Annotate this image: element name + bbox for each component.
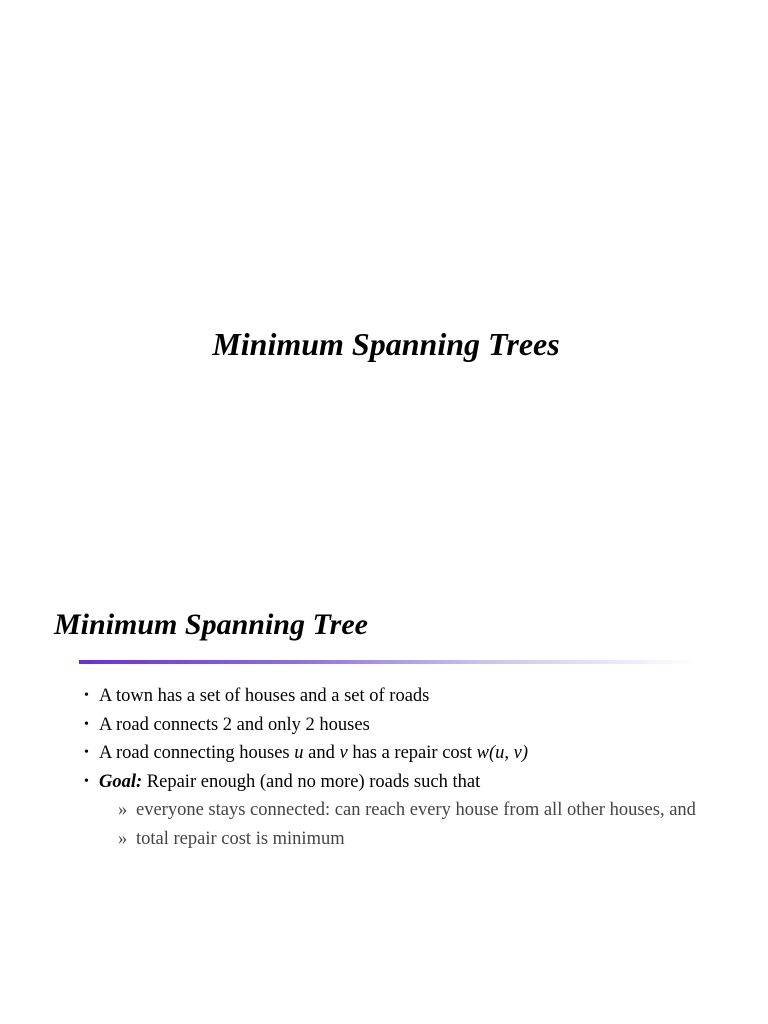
bullet-text: A town has a set of houses and a set of roads [99,686,430,706]
slide-title-minimum-spanning-tree: Minimum Spanning Tree [54,608,368,641]
bullet-item [84,768,764,797]
bullet-item [84,739,764,768]
sub-bullet-icon: » [118,828,128,849]
bullet-text: A road connects 2 and only 2 houses [99,714,370,735]
bullet-list [84,682,764,854]
bullet-text-goal [99,768,480,797]
bullet-icon: • [84,716,89,732]
bullet-item [84,711,764,740]
bullet-icon: • [84,745,89,761]
variable-u: u [294,743,304,764]
sub-bullet-text: everyone stays connected: can reach every house from all other houses, and [136,800,696,821]
cost-function: w(u, v) [476,743,528,764]
variable-v: v [339,743,348,764]
goal-label: Goal: [99,771,143,792]
bullet-text-repair-cost [99,739,528,768]
sub-bullet-icon: » [118,800,128,821]
sub-bullet-item [84,796,764,825]
bullet-item [84,682,764,711]
bullet-icon: • [84,688,89,703]
text-segment: has a repair cost [347,743,477,764]
sub-bullet-item [84,825,764,854]
title-underline-rule [79,660,699,664]
bullet-icon: • [84,773,89,789]
slide-title-minimum-spanning-trees: Minimum Spanning Trees [212,326,560,362]
text-segment: and [303,743,340,764]
sub-bullet-text: total repair cost is minimum [136,828,345,849]
text-segment: Repair enough (and no more) roads such that [142,771,481,792]
text-segment: A road connecting houses [99,743,295,764]
